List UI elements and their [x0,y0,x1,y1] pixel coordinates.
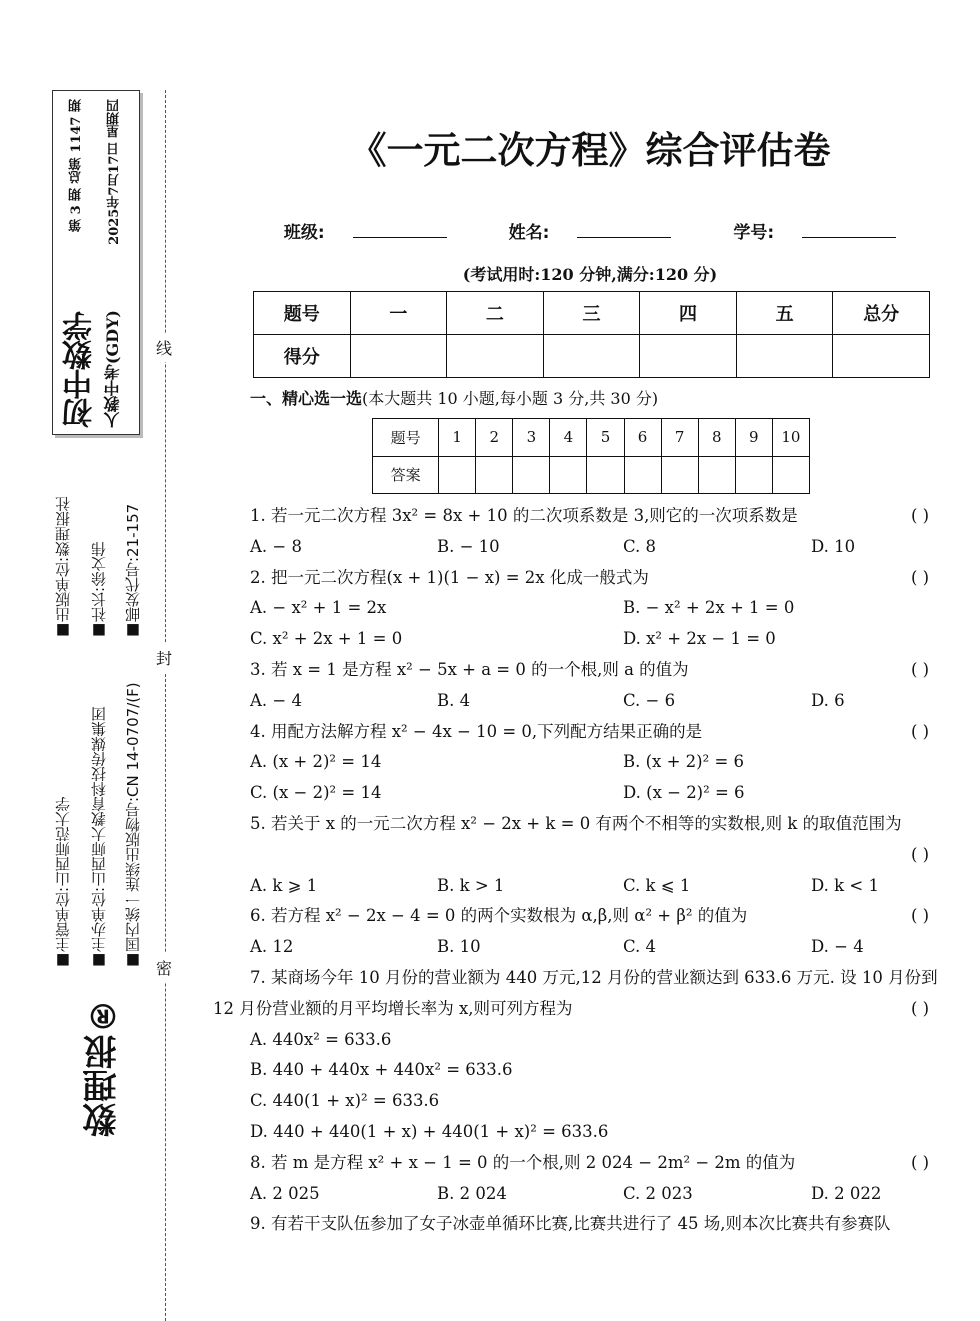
question-stem: 9. 有若干支队伍参加了女子冰壶单循环比赛,比赛共进行了 45 场,则本次比赛共有参赛队 [250,1214,891,1234]
option-d[interactable]: D. 10 [811,536,856,556]
text-line [213,593,973,624]
option-b[interactable]: B. 4 [437,690,471,710]
option-d[interactable]: D. x² + 2x − 1 = 0 [623,629,776,649]
text-line [213,932,973,963]
text-line [213,871,973,902]
option-a[interactable]: A. − x² + 1 = 2x [250,598,387,618]
publisher-info: ■出版单位:数理报社 [54,496,72,640]
question-stem: 5. 若关于 x 的一元二次方程 x² − 2x + k = 0 有两个不相等的实数根,则 k 的取值范围为 [250,813,902,833]
answer-header-cell: 2 [476,419,513,457]
option-d[interactable]: D. (x − 2)² = 6 [623,783,745,803]
option-a[interactable]: A. k ⩾ 1 [250,875,318,895]
option-c[interactable]: C. 440(1 + x)² = 633.6 [250,1091,440,1111]
option-c[interactable]: C. x² + 2x + 1 = 0 [250,629,403,649]
question-stem: 1. 若一元二次方程 3x² = 8x + 10 的二次项系数是 3,则它的一次项系数是 [250,506,798,525]
student-info [0,218,980,243]
text-line [213,809,973,840]
id-field[interactable] [802,222,896,238]
answer-cell[interactable] [476,456,513,494]
option-c[interactable]: C. 4 [623,937,657,957]
cut-label: 封 [156,643,172,672]
option-b[interactable]: B. 10 [437,937,481,957]
score-header-cell: 总分 [833,292,930,335]
section-heading: 一、精心选一选(本大题共 10 小题,每小题 3 分,共 30 分) [250,389,659,408]
publisher-info: ■社长:徐文伟 [90,541,108,640]
text-line [213,747,973,778]
answer-header-cell: 10 [772,419,809,457]
text-line [213,1086,973,1117]
option-d[interactable]: D. k < 1 [811,875,879,895]
score-cell[interactable] [543,335,640,378]
cut-label: 线 [156,333,172,362]
cut-label: 密 [156,953,172,982]
answer-cell[interactable] [513,456,550,494]
question-stem: 3. 若 x = 1 是方程 x² − 5x + a = 0 的一个根,则 a 的值为 [250,659,689,679]
publisher-info: ■邮发代号:21-157 [124,503,142,640]
score-header-cell: 一 [350,292,447,335]
answer-paren[interactable]: ( ) [911,998,930,1018]
masthead-issue: 第 3 期 总第 1147 期 [69,99,84,232]
answer-header-cell: 8 [698,419,735,457]
masthead-title: 初中数学 [63,312,98,428]
answer-header-cell: 7 [661,419,698,457]
answer-header-cell: 题号 [373,419,439,457]
text-line [213,901,973,932]
class-label: 班级: [283,223,325,243]
text-line [213,655,973,686]
text-line [213,1179,973,1210]
text-line [213,686,973,717]
option-b[interactable]: B. 440 + 440x + 440x² = 633.6 [250,1060,513,1080]
score-cell[interactable] [640,335,737,378]
publisher-info: ■主办单位:山西师大教育科技传媒集团 [90,706,108,970]
question-stem: 2. 把一元二次方程(x + 1)(1 − x) = 2x 化成一般式为 [250,567,649,587]
option-c[interactable]: C. 8 [623,536,657,556]
text-line [213,1209,973,1240]
answer-row-label: 答案 [373,456,439,494]
option-b[interactable]: B. − x² + 2x + 1 = 0 [623,598,795,618]
publisher-info: ■主管单位:山西师范大学 [54,796,72,970]
option-c[interactable]: C. (x − 2)² = 14 [250,783,382,803]
option-b[interactable]: B. k > 1 [437,875,505,895]
answer-cell[interactable] [772,456,809,494]
text-line [213,994,973,1025]
answer-header-cell: 5 [587,419,624,457]
answer-paren[interactable]: ( ) [911,506,930,525]
option-d[interactable]: D. 6 [811,690,845,710]
answer-paren[interactable]: ( ) [911,567,930,587]
score-cell[interactable] [350,335,447,378]
option-c[interactable]: C. k ⩽ 1 [623,875,691,895]
text-line [213,501,973,532]
option-c[interactable]: C. − 6 [623,690,676,710]
masthead-box [52,90,140,435]
page-title: 《一元二次方程》综合评估卷 [349,129,831,172]
option-b[interactable]: B. − 10 [437,536,500,556]
option-d[interactable]: D. 440 + 440(1 + x) + 440(1 + x)² = 633.6 [250,1121,609,1141]
score-table [253,291,930,378]
answer-paren[interactable]: ( ) [911,844,930,864]
answer-cell[interactable] [550,456,587,494]
answer-header-cell: 9 [735,419,772,457]
logo: 数理报® [83,995,123,1137]
name-field[interactable] [577,222,671,238]
class-field[interactable] [353,222,447,238]
answer-paren[interactable]: ( ) [911,1152,930,1172]
question-stem: 4. 用配方法解方程 x² − 4x − 10 = 0,下列配方结果正确的是 [250,721,703,741]
answer-header-cell: 1 [439,419,476,457]
score-cell[interactable] [833,335,930,378]
option-a[interactable]: A. 440x² = 633.6 [250,1029,392,1049]
publisher-info: ■国内统一连续出版物号:CN 14-0707/(F) [124,682,142,970]
text-line [213,840,973,871]
option-a[interactable]: A. − 8 [250,536,302,556]
text-line [213,1117,973,1148]
score-cell[interactable] [447,335,544,378]
answer-cell[interactable] [587,456,624,494]
text-line [213,1055,973,1086]
answer-header-cell: 3 [513,419,550,457]
answer-paren[interactable]: ( ) [911,906,930,926]
score-header-cell: 五 [736,292,833,335]
id-label: 学号: [733,223,775,243]
score-row-label: 得分 [254,335,351,378]
answer-paren[interactable]: ( ) [911,659,930,679]
score-header-cell: 四 [640,292,737,335]
option-b[interactable]: B. (x + 2)² = 6 [623,752,745,772]
question-stem: 7. 某商场今年 10 月份的营业额为 440 万元,12 月份的营业额达到 633.6 万元. 设 10 月份到 [250,967,938,987]
answer-cell[interactable] [439,456,476,494]
answer-header-cell: 4 [550,419,587,457]
answer-cell[interactable] [624,456,661,494]
text-line [213,624,973,655]
option-a[interactable]: A. (x + 2)² = 14 [250,752,382,772]
question-stem: 8. 若 m 是方程 x² + x − 1 = 0 的一个根,则 2 024 − 2m² − 2m 的值为 [250,1152,796,1172]
time-note: (考试用时:120 分钟,满分:120 分) [462,265,718,284]
question-list [213,501,973,1240]
question-stem: 6. 若方程 x² − 2x − 4 = 0 的两个实数根为 α,β,则 α² + β² 的值为 [250,906,748,926]
masthead-date: 2025年7月17日 星期四 [107,99,122,245]
answer-cell[interactable] [735,456,772,494]
option-b[interactable]: B. 2 024 [437,1183,507,1203]
answer-table [372,418,810,494]
option-c[interactable]: C. 2 023 [623,1183,693,1203]
cut-line [165,90,166,1321]
score-header-cell: 二 [447,292,544,335]
option-a[interactable]: A. − 4 [250,690,302,710]
text-line [213,778,973,809]
text-line [213,717,973,748]
score-cell[interactable] [736,335,833,378]
option-a[interactable]: A. 2 025 [250,1183,320,1203]
option-d[interactable]: D. 2 022 [811,1183,882,1203]
answer-cell[interactable] [698,456,735,494]
text-line [213,1025,973,1056]
answer-paren[interactable]: ( ) [911,721,930,741]
question-stem-cont: 12 月份营业额的月平均增长率为 x,则可列方程为 [213,998,573,1018]
masthead-subtitle: 人教中考(GDY) [103,309,122,428]
name-label: 姓名: [508,223,550,243]
text-line [213,963,973,994]
option-a[interactable]: A. 12 [250,937,294,957]
answer-header-cell: 6 [624,419,661,457]
score-header-cell: 三 [543,292,640,335]
option-d[interactable]: D. − 4 [811,937,864,957]
text-line [213,532,973,563]
text-line [213,1148,973,1179]
score-header-cell: 题号 [254,292,351,335]
text-line [213,563,973,594]
answer-cell[interactable] [661,456,698,494]
